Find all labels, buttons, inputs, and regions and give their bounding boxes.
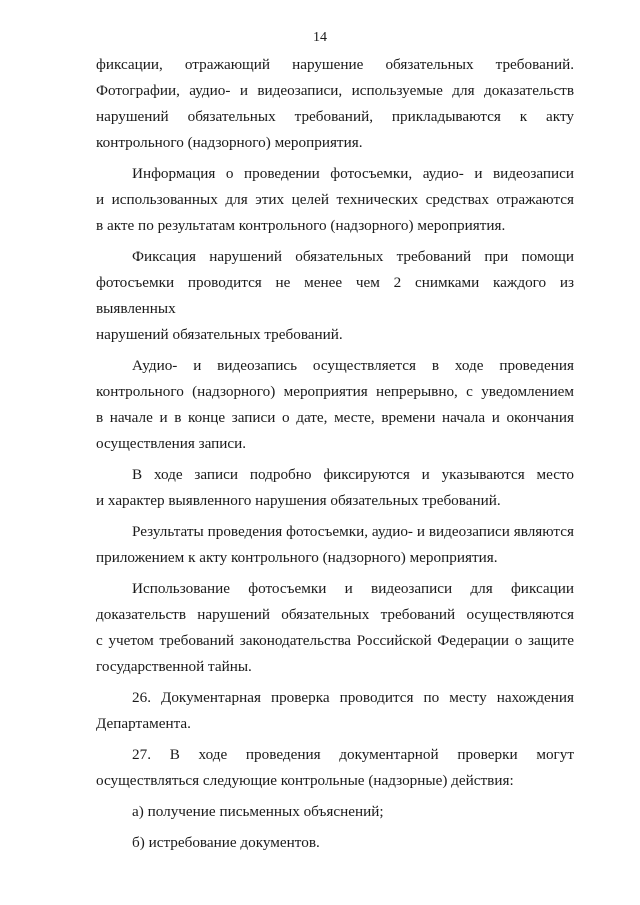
text-line: фиксации, отражающий нарушение обязательных требований. — [96, 56, 574, 73]
text-line: доказательств нарушений обязательных требований осуществляются — [96, 606, 574, 623]
text-line: осуществления записи. — [96, 435, 247, 452]
text-line: 26. Документарная проверка проводится по месту нахождения — [132, 689, 574, 706]
text-line: и использованных для этих целей технических средствах отражаются — [96, 191, 574, 208]
text-line: Аудио- и видеозапись осуществляется в ходе проведения — [132, 357, 574, 374]
text-line: Информация о проведении фотосъемки, аудио- и видеозаписи — [132, 165, 574, 182]
text-line: осуществляться следующие контрольные (надзорные) действия: — [96, 772, 514, 789]
text-line: и характер выявленного нарушения обязательных требований. — [96, 492, 501, 509]
text-line: фотосъемки проводится не менее чем 2 снимками каждого из выявленных — [96, 274, 574, 317]
text-line: с учетом требований законодательства Российской Федерации о защите — [96, 632, 574, 649]
text-line: нарушений обязательных требований, прикладываются к акту — [96, 108, 574, 125]
text-line: Департамента. — [96, 715, 191, 732]
text-line: В ходе записи подробно фиксируются и указываются место — [132, 466, 574, 483]
text-line: а) получение письменных объяснений; — [132, 803, 384, 820]
text-line: Фотографии, аудио- и видеозаписи, используемые для доказательств — [96, 82, 574, 99]
text-line: Результаты проведения фотосъемки, аудио- и видеозаписи являются — [132, 523, 574, 540]
text-line: государственной тайны. — [96, 658, 252, 675]
text-line: контрольного (надзорного) мероприятия. — [96, 134, 363, 151]
text-line: Использование фотосъемки и видеозаписи для фиксации — [132, 580, 574, 597]
text-line: 27. В ходе проведения документарной проверки могут — [132, 746, 574, 763]
text-line: контрольного (надзорного) мероприятия непрерывно, с уведомлением — [96, 383, 574, 400]
text-line: в начале и в конце записи о дате, месте, времени начала и окончания — [96, 409, 574, 426]
document-body — [96, 52, 574, 856]
text-line: в акте по результатам контрольного (надзорного) мероприятия. — [96, 217, 506, 234]
text-line: б) истребование документов. — [132, 834, 320, 851]
page-number: 14 — [313, 30, 327, 45]
text-line: приложением к акту контрольного (надзорного) мероприятия. — [96, 549, 498, 566]
text-line: нарушений обязательных требований. — [96, 326, 343, 343]
text-line: Фиксация нарушений обязательных требований при помощи — [132, 248, 574, 265]
